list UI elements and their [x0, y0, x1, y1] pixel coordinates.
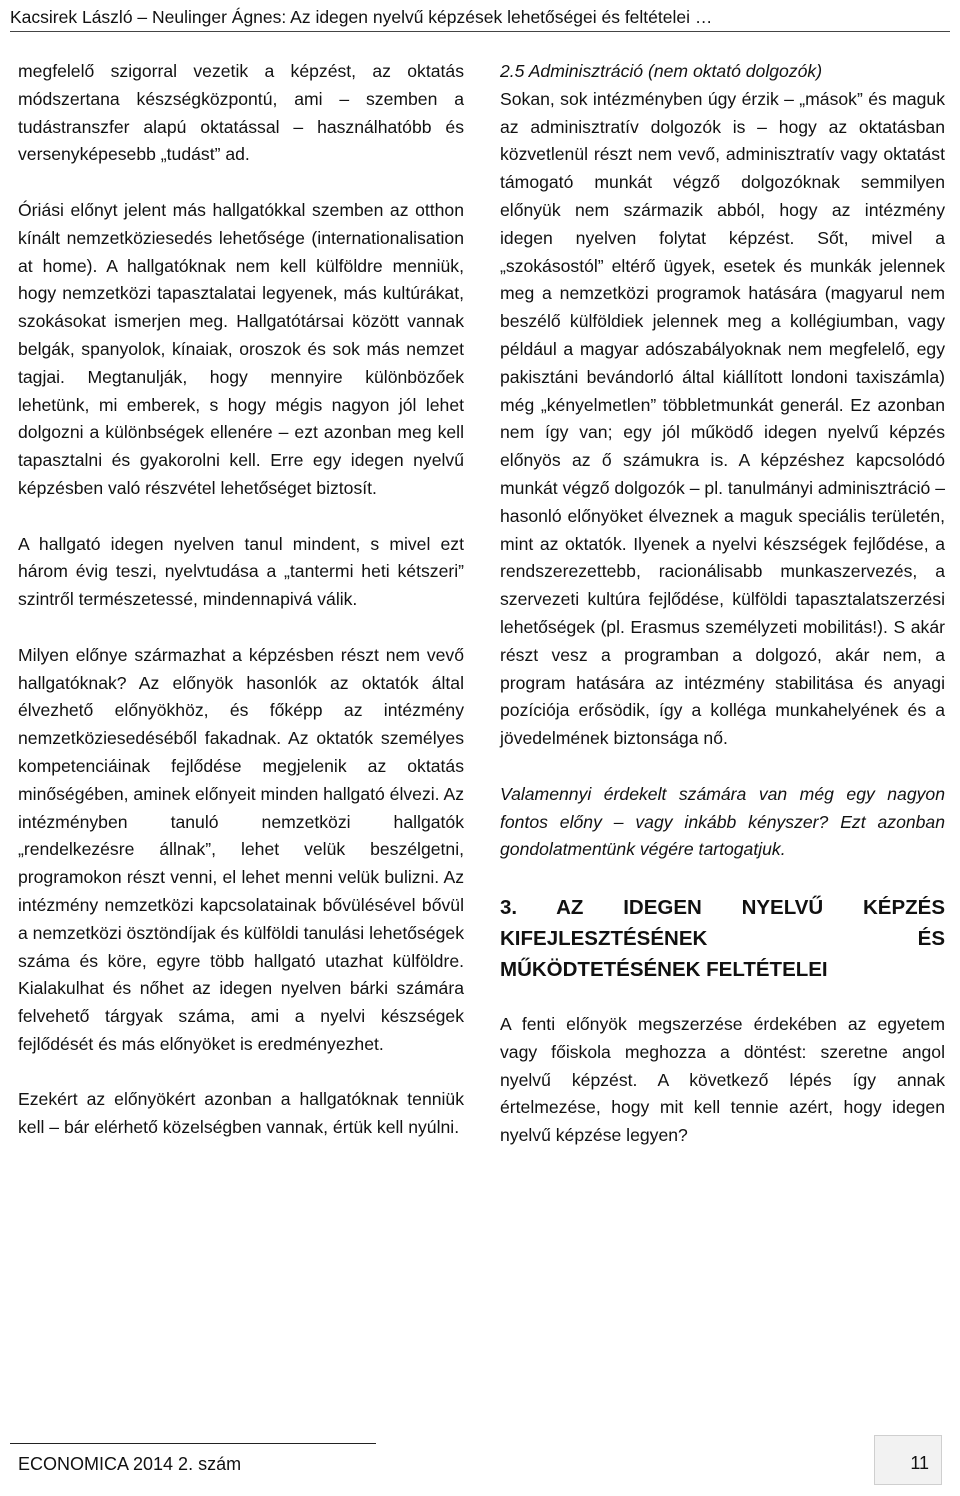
left-paragraph-1: megfelelő szigorral vezetik a képzést, az oktatás módszertana készségközpontú, ami – szemben a tudástranszfer alapú oktatással – használhatóbb és versenyképesebb „tudást” ad.: [18, 61, 464, 165]
left-paragraph-4: Milyen előnye származhat a képzésben részt nem vevő hallgatóknak? Az előnyök hasonlók az oktatók által élvezhető előnyökhöz, és főképp az intézmény nemzetköziesedéséből fakadnak. Az oktatók személyes kompetenciáinak fejlődése megjelenik az oktatás minőségében, aminek előnyeit minden hallgató élvezi. Az intézményben tanuló nemzetközi hallgatók „rendelkezésre állnak”, lehet velük beszélgetni, programokon részt venni, el lehet menni velük bulizni. Az intézmény nemzetközi kapcsolatainak bővülésével bővül a nemzetközi ösztöndíjak és külföldi tanulási lehetőségek száma és köre, egyre több hallgató utazhat külföldre. Kialakulhat és nőhet az idegen nyelven bárki számára felvehető tárgyak száma, ami a nyelvi készségek fejlődését és más előnyöket is eredményezhet.: [18, 644, 464, 1054]
running-header: [10, 3, 950, 32]
section-title-2-5: 2.5 Adminisztráció (nem oktató dolgozók): [500, 61, 823, 81]
footer-rule: [10, 1443, 376, 1444]
left-paragraph-2: Óriási előnyt jelent más hallgatókkal szemben az otthon kínált nemzetköziesedés lehetősége (internationalisation at home). A hallgatóknak nem kell külföldre menniük, hogy nemzetközi tapasztalatai legyenek, más kultúrákat, szokásokat ismerjen meg. Hallgatótársai között vannak belgák, spanyolok, kínaiak, oroszok és sok más nemzet tagjai. Megtanulják, hogy mennyire különbözőek lehetünk, mi emberek, s hogy mégis nagyon jól lehet dolgozni a különbségek ellenére – ezt azonban meg kell tapasztalni és gyakorolni kell. Erre egy idegen nyelvű képzésben való részvétel lehetőséget biztosít.: [18, 199, 464, 498]
running-title: Kacsirek László – Neulinger Ágnes: Az idegen nyelvű képzések lehetőségei és feltételei …: [10, 7, 713, 27]
right-paragraph-2-italic: Valamennyi érdekelt számára van még egy nagyon fontos előny – vagy inkább kényszer? Ezt azonban gondolatmentünk végére tartogatjuk.: [500, 783, 945, 860]
right-paragraph-3: A fenti előnyök megszerzése érdekében az egyetem vagy főiskola meghozza a döntést: szeretne angol nyelvű képzést. A következő lépés így annak értelmezése, hogy mit kell tennie azért, hogy idegen nyelvű képzése legyen?: [500, 1013, 945, 1146]
right-paragraph-1: Sokan, sok intézményben úgy érzik – „mások” és maguk az adminisztratív dolgozók is – hogy az oktatásban közvetlenül részt nem vevő, adminisztratív vagy oktatást támogató munkát végző dolgozóknak semmilyen előnyük nem származik abból, hogy az intézmény idegen nyelven folytat képzést. Sőt, mivel a „szokásostól” eltérő ügyek, esetek és munkák jelennek meg a nemzetközi programok hatására (magyarul nem beszélő külföldiek jelennek meg a kollégiumban, vagy például a magyar adószabályoknak nem megfelelő, egy pakisztáni bevándorló által kiállított londoni taxiszámla) még „kényelmetlen” többletmunkát generál. Ez azonban nem így van; egy jól működő idegen nyelvű képzés előnyös az ő számukra is. A képzéshez kapcsolódó munkát végző dolgozók – pl. tanulmányi adminisztráció – hasonló előnyöket élveznek a maguk speciális területén, mint az oktatók. Ilyenek a nyelvi készségek fejlődése, a rendszerezettebb, racionálisabb munkaszervezés, a szervezeti kultúra fejlődése, külföldi tapasztalatszerzési lehetőségek (pl. Erasmus személyzeti mobilitás!). S akár részt vesz a programban a dolgozó, akár nem, a program hatására az intézmény stabilitása és anyagi pozíciója erősödik, így a kolléga munkahelyének és a jövedelmének biztonsága nő.: [500, 88, 945, 749]
left-column: [18, 58, 464, 1142]
footer-journal: ECONOMICA 2014 2. szám: [18, 1454, 242, 1474]
page-number-box: [874, 1435, 942, 1485]
section-heading-3: 3. AZ IDEGEN NYELVŰ KÉPZÉS KIFEJLESZTÉSÉNEK ÉS MŰKÖDTETÉSÉNEK FELTÉTELEI: [500, 895, 945, 981]
page-number: 11: [910, 1453, 929, 1473]
left-paragraph-5: Ezekért az előnyökért azonban a hallgatóknak tenniük kell – bár elérhető közelségben vannak, értük kell nyúlni.: [18, 1089, 464, 1138]
left-paragraph-3: A hallgató idegen nyelven tanul mindent, s mivel ezt három évig teszi, nyelvtudása a „tantermi heti kétszeri” szintről természetessé, mindennapivá válik.: [18, 533, 464, 610]
right-column: [500, 58, 945, 1150]
